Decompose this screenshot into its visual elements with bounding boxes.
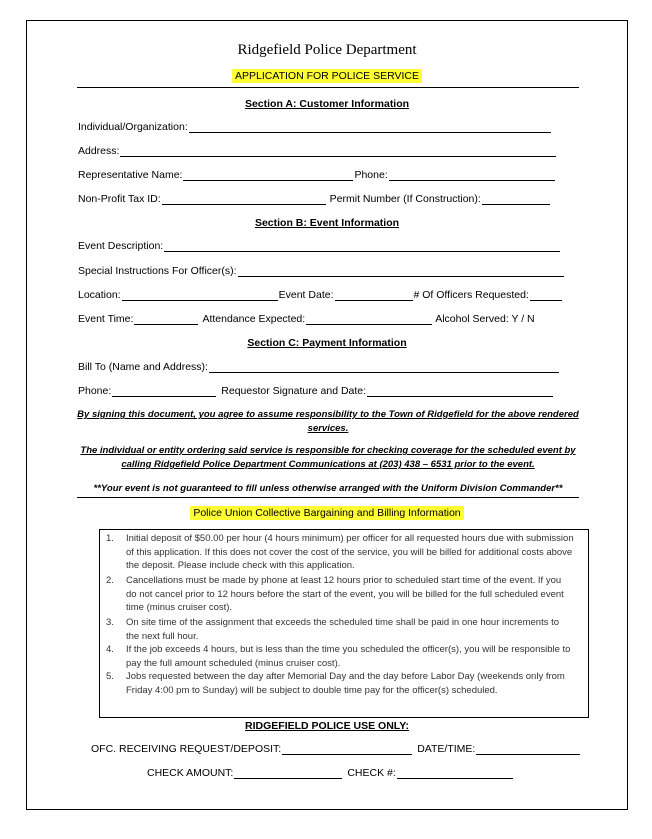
individual-field[interactable]	[78, 121, 552, 133]
ofc-receiving-field[interactable]	[91, 743, 581, 755]
officers-requested-input-line[interactable]	[530, 290, 562, 301]
individual-label: Individual/Organization:	[78, 121, 188, 133]
check-number-label: CHECK #:	[347, 767, 396, 779]
term-item-2	[106, 574, 574, 615]
department-name: Ridgefield Police Department	[237, 42, 417, 58]
term-number: 4.	[106, 644, 114, 655]
special-instructions-field[interactable]	[78, 265, 565, 277]
term-number: 2.	[106, 575, 114, 586]
location-label: Location:	[78, 289, 121, 301]
event-date-label: Event Date:	[278, 289, 334, 301]
tax-id-field[interactable]	[78, 193, 551, 205]
event-date-input-line[interactable]	[335, 290, 413, 301]
union-heading-highlight: Police Union Collective Bargaining and Billing Information	[190, 506, 463, 520]
term-item-1	[106, 532, 574, 573]
check-number-input-line[interactable]	[397, 768, 513, 779]
responsibility-notice: By signing this document, you agree to assume responsibility to the Town of Ridgefield for the above rendered services.	[77, 409, 579, 434]
event-description-label: Event Description:	[78, 240, 164, 252]
special-instructions-input-line[interactable]	[238, 266, 564, 277]
tax-id-input-line[interactable]	[162, 194, 326, 205]
tax-id-label: Non-Profit Tax ID:	[78, 193, 161, 205]
term-number: 5.	[106, 671, 114, 682]
phone-label-a: Phone:	[354, 169, 388, 181]
form-title	[27, 70, 627, 82]
event-time-input-line[interactable]	[134, 314, 198, 325]
union-terms-box	[99, 529, 589, 718]
section-c-heading: Section C: Payment Information	[247, 337, 407, 349]
rep-name-label: Representative Name:	[78, 169, 183, 181]
term-text: If the job exceeds 4 hours, but is less than the time you scheduled the officer(s), you will be responsible to pay the full amount scheduled (minus cruiser cost).	[126, 644, 571, 669]
bill-to-input-line[interactable]	[209, 362, 559, 373]
section-a-heading: Section A: Customer Information	[244, 98, 410, 110]
alcohol-served-label[interactable]: Alcohol Served: Y / N	[435, 313, 535, 325]
term-number: 1.	[106, 533, 114, 544]
term-number: 3.	[106, 617, 114, 628]
phone-input-line-c[interactable]	[112, 386, 216, 397]
term-text: Initial deposit of $50.00 per hour (4 hours minimum) per officer for all requested hours due with submission of this application. If this does not cover the cost of the service, you will be billed for additional costs above the deposit. Please include check with this application.	[126, 533, 574, 571]
event-description-field[interactable]	[78, 240, 561, 252]
location-field[interactable]	[78, 289, 563, 301]
payment-phone-field[interactable]	[78, 385, 554, 397]
guarantee-notice: **Your event is not guaranteed to fill unless otherwise arranged with the Uniform Division Commander**	[93, 483, 563, 494]
header-divider	[77, 87, 579, 88]
event-description-input-line[interactable]	[164, 241, 560, 252]
check-field[interactable]	[147, 767, 514, 779]
application-form-page	[26, 20, 628, 810]
term-item-3	[106, 616, 574, 643]
attendance-input-line[interactable]	[306, 314, 432, 325]
permit-label: Permit Number (If Construction):	[329, 193, 481, 205]
address-input-line[interactable]	[120, 146, 556, 157]
address-label: Address:	[78, 145, 120, 157]
rep-name-field[interactable]	[78, 169, 556, 181]
form-title-highlight: APPLICATION FOR POLICE SERVICE	[232, 69, 422, 83]
special-instructions-label: Special Instructions For Officer(s):	[78, 265, 237, 277]
check-amount-label: CHECK AMOUNT:	[147, 767, 234, 779]
coverage-notice: The individual or entity ordering said service is responsible for checking coverage for the scheduled event by calling Ridgefield Police Department Communications at (203) 438 – 6531 prior to the event.	[80, 445, 576, 470]
ofc-receiving-label: OFC. RECEIVING REQUEST/DEPOSIT:	[91, 743, 282, 755]
term-text: Jobs requested between the day after Memorial Day and the day before Labor Day (weekends only from Friday 4:00 pm to Sunday) will be subject to double time pay for the officer(s) scheduled.	[126, 671, 565, 696]
ofc-receiving-input-line[interactable]	[282, 744, 412, 755]
location-input-line[interactable]	[122, 290, 278, 301]
attendance-label: Attendance Expected:	[202, 313, 306, 325]
section-b-heading: Section B: Event Information	[254, 217, 400, 229]
officers-requested-label: # Of Officers Requested:	[413, 289, 529, 301]
notice-divider	[77, 497, 579, 498]
term-item-4	[106, 643, 574, 670]
term-text: Cancellations must be made by phone at least 12 hours prior to scheduled start time of the event. If you do not cancel prior to 12 hours before the start of the event, you will be billed for the full scheduled event time (minus cruiser cost).	[126, 575, 564, 613]
signature-input-line[interactable]	[367, 386, 553, 397]
event-time-label: Event Time:	[78, 313, 134, 325]
term-text: On site time of the assignment that exceeds the scheduled time shall be paid in one hour increments to the next full hour.	[126, 617, 560, 642]
signature-label: Requestor Signature and Date:	[221, 385, 367, 397]
bill-to-field[interactable]	[78, 361, 560, 373]
event-time-field[interactable]	[78, 313, 535, 325]
phone-label-c: Phone:	[78, 385, 112, 397]
bill-to-label: Bill To (Name and Address):	[78, 361, 208, 373]
phone-input-line-a[interactable]	[389, 170, 555, 181]
individual-input-line[interactable]	[189, 122, 551, 133]
address-field[interactable]	[78, 145, 557, 157]
check-amount-input-line[interactable]	[234, 768, 342, 779]
date-time-label: DATE/TIME:	[417, 743, 476, 755]
permit-input-line[interactable]	[482, 194, 550, 205]
union-heading	[27, 507, 627, 519]
term-item-5	[106, 670, 574, 697]
rep-name-input-line[interactable]	[183, 170, 353, 181]
police-use-heading: RIDGEFIELD POLICE USE ONLY:	[245, 720, 409, 732]
date-time-input-line[interactable]	[476, 744, 580, 755]
